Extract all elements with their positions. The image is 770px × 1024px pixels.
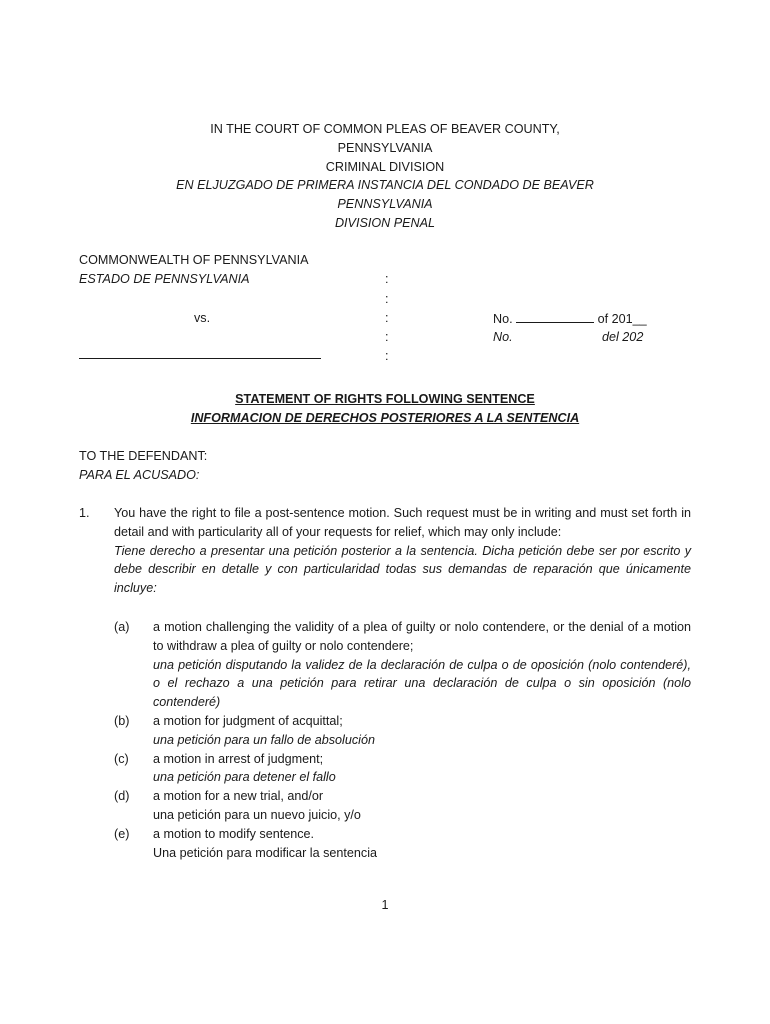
caption-colon: : xyxy=(385,330,389,344)
item-number: 1. xyxy=(79,506,90,520)
header-en-line3: CRIMINAL DIVISION xyxy=(325,159,445,174)
court-header xyxy=(0,120,770,233)
case-year-es-label: del 202 xyxy=(602,330,644,344)
caption-colon: : xyxy=(385,272,389,286)
item-1-en: You have the right to file a post-sentence motion. Such request must be in writing and must set forth in detail and with particularity all of your requests for relief, which may only include: xyxy=(114,506,691,539)
plaintiff-en: COMMONWEALTH OF PENNSYLVANIA xyxy=(79,253,309,267)
subitem xyxy=(114,618,691,712)
defendant-name-line xyxy=(79,358,321,359)
caption-colon: : xyxy=(385,349,389,363)
versus-label: vs. xyxy=(194,311,211,325)
subitem xyxy=(114,787,691,825)
header-es-line3: DIVISION PENAL xyxy=(334,215,436,230)
case-number-es-label: No. xyxy=(493,330,513,344)
subitem-en: a motion to modify sentence. xyxy=(153,826,315,841)
title-es: INFORMACION DE DERECHOS POSTERIORES A LA SENTENCIA xyxy=(190,410,580,425)
caption-colon: : xyxy=(385,292,389,306)
subitem-en: a motion in arrest of judgment; xyxy=(153,751,324,766)
subitem-es: una petición disputando la validez de la declaración de culpa o de oposición (nolo contenderé), o el rechazo a una petición para retirar una declaración de culpa o sin oposición (nolo contenderé) xyxy=(153,657,691,710)
plaintiff-es: ESTADO DE PENNSYLVANIA xyxy=(79,272,250,286)
case-year-label: of 201__ xyxy=(597,312,647,326)
subitem-en: a motion for judgment of acquittal; xyxy=(153,713,343,728)
subitem-text xyxy=(153,825,691,863)
header-es-line2: PENNSYLVANIA xyxy=(337,197,433,212)
subitem-label: (a) xyxy=(114,620,130,634)
case-number-en xyxy=(493,309,647,329)
case-number-blank xyxy=(516,309,594,323)
addressee-en: TO THE DEFENDANT: xyxy=(79,449,208,463)
subitem-label: (c) xyxy=(114,751,129,766)
subitem-es: Una petición para modificar la sentencia xyxy=(153,845,378,860)
subitem xyxy=(114,712,691,750)
page-number: 1 xyxy=(381,898,389,912)
item-1-es: Tiene derecho a presentar una petición posterior a la sentencia. Dicha petición debe ser por escrito y debe describir en detalle y con particularidad todas sus demandas de reparación que únicamente incluye: xyxy=(114,543,691,596)
document-title xyxy=(0,390,770,428)
subitem-text xyxy=(153,787,691,825)
subitem-es: una petición para un nuevo juicio, y/o xyxy=(153,807,361,822)
subitem-label: (d) xyxy=(114,789,130,804)
subitem xyxy=(114,750,691,788)
addressee xyxy=(79,447,207,485)
subitem-en: a motion challenging the validity of a plea of guilty or nolo contendere, or the denial of a motion to withdraw a plea of guilty or nolo contendere; xyxy=(153,620,691,653)
subitem-label: (b) xyxy=(114,713,130,728)
header-en-line2: PENNSYLVANIA xyxy=(337,140,433,155)
subitem-text xyxy=(153,712,691,750)
item-1-body xyxy=(114,504,691,598)
subitem-list xyxy=(114,618,691,862)
addressee-es: PARA EL ACUSADO: xyxy=(79,467,200,482)
subitem-en: a motion for a new trial, and/or xyxy=(153,789,324,804)
subitem-es: una petición para detener el fallo xyxy=(153,770,336,785)
title-en: STATEMENT OF RIGHTS FOLLOWING SENTENCE xyxy=(235,392,535,406)
subitem-es: una petición para un fallo de absolución xyxy=(153,732,375,747)
subitem xyxy=(114,825,691,863)
header-es-line1: EN ELJUZGADO DE PRIMERA INSTANCIA DEL CONDADO DE BEAVER xyxy=(176,178,594,193)
subitem-label: (e) xyxy=(114,826,130,841)
subitem-text xyxy=(153,750,691,788)
caption-colon: : xyxy=(385,311,389,325)
case-number-label: No. xyxy=(493,312,513,326)
subitem-text xyxy=(153,618,691,712)
header-en-line1: IN THE COURT OF COMMON PLEAS OF BEAVER COUNTY, xyxy=(210,122,560,136)
